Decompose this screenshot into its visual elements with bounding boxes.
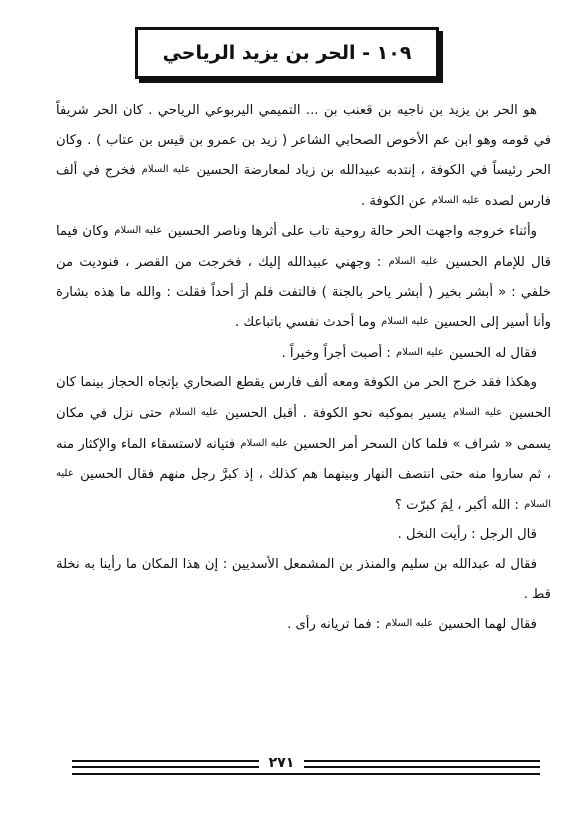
paragraph-text: فقال له الحسين [444,345,537,361]
paragraph-text: يسير بموكبه نحو الكوفة . أقبل الحسين [219,405,452,421]
paragraph-text: : الله أكبر ، لِمَ كبرّت ؟ [394,497,524,513]
paragraph [56,96,551,216]
footer-rule [72,773,540,775]
paragraph-text: هو الحر بن يزيد بن ناجيه بن قعنب بن ... التميمي اليربوعي الرياحي . كان الحر شريفاً في قومه وهو ابن عم الأخوص الصحابي الشاعر ( زيد بن عمرو بن قيس بن عتاب ) . وكان الحر رئيساً في الكوفة ، إنتدبه عبيدالله بن زياد لمعارضة الحسين [56,103,551,179]
blessing-glyph: عليه السلام [114,225,163,237]
paragraph [56,368,551,520]
blessing-glyph: عليه السلام [240,437,289,449]
paragraph-text: قال الرجل : رأيت النخل . [397,527,537,543]
paragraph-text: وأثناء خروجه واجهت الحر حالة روحية تاب على أثرها وناصر الحسين [163,224,537,240]
blessing-glyph: عليه السلام [141,164,191,176]
paragraph-text: فقال لهما الحسين [434,617,537,633]
blessing-glyph: عليه السلام [396,346,444,358]
paragraph-text: : وجهني عبيدالله إليك ، فخرجت من القصر ، فنوديت من خلفي : « أبشر بخير ( أبشر ياحر بالجنة ) فالتفت فلم أرَ أحداً فقلت : والله ما هذه بشارة وأنا أسير إلى الحسين [56,254,551,331]
blessing-glyph: عليه السلام [169,406,219,418]
blessing-glyph: عليه السلام [431,194,480,206]
blessing-glyph: عليه السلام [452,406,503,418]
paragraph-text: فخرج في ألف فارس لصده [56,163,551,209]
paragraph-text: : فما تريانه رأى . [287,617,385,633]
blessing-glyph: عليه السلام [56,468,551,510]
chapter-title: ١٠٩ - الحر بن يزيد الرياحي [162,42,412,64]
paragraph-text: عن الكوفة . [360,193,431,209]
blessing-glyph: عليه السلام [381,316,429,328]
chapter-title-box [135,27,439,79]
blessing-glyph: عليه السلام [388,255,439,267]
paragraph-text: وكان فيما قال للإمام الحسين [56,224,551,270]
paragraph-text: وهكذا فقد خرج الحر من الكوفة ومعه ألف فارس يقطع الصحاري بإتجاه الحجاز بينما كان الحسين [56,375,552,421]
page-number-wrap [0,752,563,771]
paragraph [56,609,551,640]
paragraph-text: وما أحدث نفسي باتباعك . [234,315,381,331]
paragraph-text: : أصبت أجراً وخيراً . [281,345,396,361]
page-number: ٢٧١ [259,755,305,771]
paragraph [56,550,551,609]
paragraph [56,338,551,369]
paragraph-text: فتيانه لاستسقاء الماء والإكثار منه ، ثم ساروا منه حتى انتصف النهار وبينهما هم كذلك ، إذ كبرَّ رجل منهم فقال الحسين [56,436,551,483]
paragraph-text: فقال له عبدالله بن سليم والمنذر بن المشمعل الأسديين : إن هذا المكان ما رأينا به نخلة قط . [56,556,551,602]
paragraph [56,520,551,550]
paragraph [56,216,551,337]
blessing-glyph: عليه السلام [385,618,434,630]
paragraph-text: حتى نزل في مكان يسمى « شراف » فلما كان السحر أمر الحسين [56,405,551,452]
body-text [56,96,551,640]
